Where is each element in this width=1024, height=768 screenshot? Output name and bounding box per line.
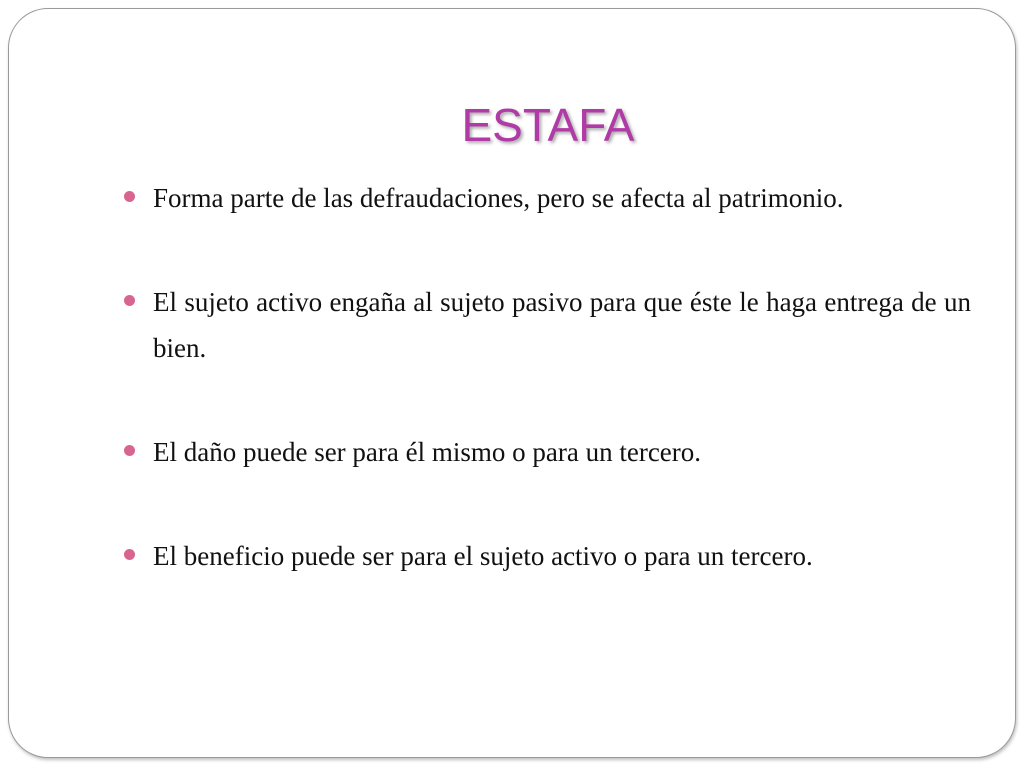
bullet-dot-icon <box>124 549 135 560</box>
bullet-item-1 <box>153 175 971 221</box>
bullet-list <box>153 175 971 579</box>
bullet-item-2 <box>153 279 971 371</box>
bullet-dot-icon <box>124 445 135 456</box>
slide-title: ESTAFA <box>461 99 635 151</box>
bullet-text-2: El sujeto activo engaña al sujeto pasivo para que éste le haga entrega de un bien. <box>153 287 971 363</box>
slide-frame <box>8 8 1016 758</box>
bullet-item-3 <box>153 429 971 475</box>
bullet-dot-icon <box>124 295 135 306</box>
bullet-text-4: El beneficio puede ser para el sujeto activo o para un tercero. <box>153 541 813 571</box>
bullet-item-4 <box>153 533 971 579</box>
bullet-text-3: El daño puede ser para él mismo o para un tercero. <box>153 437 702 467</box>
bullet-dot-icon <box>124 191 135 202</box>
bullet-text-1: Forma parte de las defraudaciones, pero se afecta al patrimonio. <box>153 183 844 213</box>
